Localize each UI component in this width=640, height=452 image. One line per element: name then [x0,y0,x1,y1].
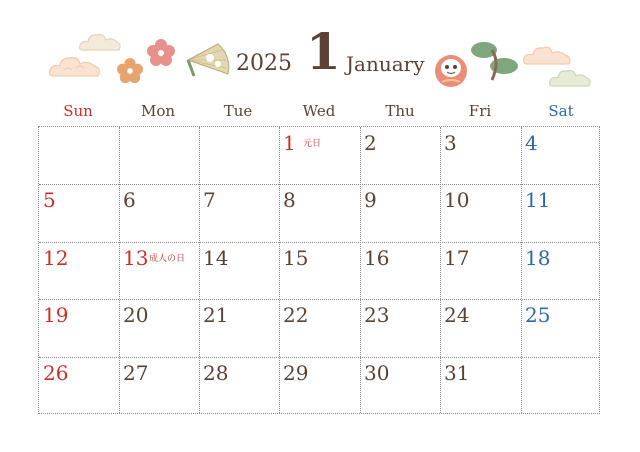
day-cell-31: 31 [444,361,470,385]
day-cell-30: 30 [364,361,390,385]
weekday-sat: Sat [548,102,574,120]
plum-blossom-icon [147,39,175,67]
day-cell-3: 3 [444,131,457,155]
day-cell-23: 23 [364,303,390,327]
weekday-tue: Tue [223,102,253,120]
weekday-mon: Mon [140,102,176,120]
holiday-label: 元日 [303,139,322,149]
day-cell-28: 28 [203,361,229,385]
weekday-thu: Thu [385,102,415,120]
day-cell-29: 29 [283,361,309,385]
calendar-grid [38,126,600,414]
day-cell-25: 25 [525,303,551,327]
weekday-fri: Fri [468,102,492,120]
day-cell-12: 12 [43,246,69,270]
month-number: 1 [306,22,341,81]
day-cell-13: 13 [123,246,149,270]
calendar-header [0,0,640,100]
day-cell-16: 16 [364,246,390,270]
holiday-label: 成人の日 [149,254,186,264]
day-cell-19: 19 [43,303,69,327]
day-cell-15: 15 [283,246,309,270]
day-cell-18: 18 [525,246,551,270]
day-cell-10: 10 [444,188,470,212]
day-cell-21: 21 [203,303,229,327]
day-cell-24: 24 [444,303,470,327]
day-cell-9: 9 [364,188,377,212]
daruma-icon [434,52,468,88]
day-cell-7: 7 [203,188,216,212]
day-cell-27: 27 [123,361,149,385]
month-name: January [346,52,425,76]
day-cell-17: 17 [444,246,470,270]
day-cell-1: 1 [283,131,296,155]
day-cell-22: 22 [283,303,309,327]
weekday-sun: Sun [63,102,93,120]
year-label: 2025 [236,51,292,76]
day-cell-11: 11 [525,188,551,212]
plum-blossom-icon [117,58,143,84]
cloud-icon [548,66,592,90]
pine-icon [470,38,520,82]
folding-fan-icon [184,40,230,84]
day-cell-8: 8 [283,188,296,212]
weekday-wed: Wed [302,102,336,120]
day-cell-2: 2 [364,131,377,155]
day-cell-4: 4 [525,131,538,155]
day-cell-20: 20 [123,303,149,327]
cloud-icon [48,52,102,82]
cloud-icon [78,30,122,54]
day-cell-5: 5 [43,188,56,212]
day-cell-6: 6 [123,188,136,212]
day-cell-26: 26 [43,361,69,385]
day-cell-14: 14 [203,246,229,270]
